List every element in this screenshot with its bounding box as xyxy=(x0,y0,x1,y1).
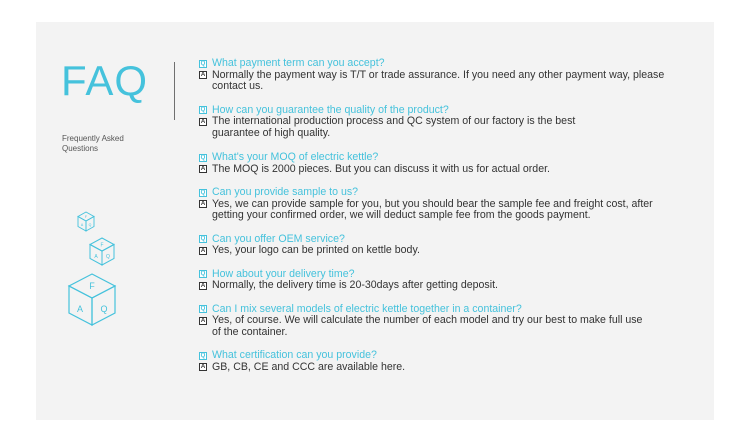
divider xyxy=(174,62,175,120)
faq-item xyxy=(199,58,699,93)
faq-item xyxy=(199,234,699,257)
page-subtitle: Frequently Asked Questions xyxy=(62,134,124,153)
faq-question: How about your delivery time? xyxy=(212,267,355,280)
question-icon: Q xyxy=(200,107,206,113)
question-icon: Q xyxy=(200,60,206,67)
faq-item xyxy=(199,187,699,222)
faq-question: What's your MOQ of electric kettle? xyxy=(212,151,379,163)
answer-icon: A xyxy=(200,247,206,254)
answer-icon: A xyxy=(200,166,206,172)
small-cube-letter-q: Q xyxy=(88,223,92,227)
answer-icon: A xyxy=(200,72,206,78)
faq-list xyxy=(199,58,699,373)
large-cube-letter-q: Q xyxy=(100,304,108,314)
medium-cube-icon xyxy=(88,237,116,267)
faq-question: What certification can you provide? xyxy=(212,349,377,361)
small-cube-letter-f: F xyxy=(84,215,88,219)
faq-question: Can I mix several models of electric kettle together in a container? xyxy=(212,302,522,315)
faq-answer: Yes, of course. We will calculate the number of each model and try our best to make full use of the container. xyxy=(212,314,643,338)
question-icon: Q xyxy=(200,352,206,359)
faq-item xyxy=(199,304,699,339)
faq-answer: The international production process and QC system of our factory is the best guarantee of high quality. xyxy=(212,115,576,139)
faq-answer: Yes, your logo can be printed on kettle body. xyxy=(212,244,420,256)
question-icon: Q xyxy=(200,189,206,196)
question-icon: Q xyxy=(200,306,206,312)
faq-answer: The MOQ is 2000 pieces. But you can discuss it with us for actual order. xyxy=(212,162,550,175)
faq-item xyxy=(199,269,699,292)
answer-icon: A xyxy=(200,282,206,289)
small-cube-icon xyxy=(76,211,96,233)
question-icon: Q xyxy=(200,236,206,242)
faq-item xyxy=(199,152,699,175)
faq-question: Can you offer OEM service? xyxy=(212,232,345,245)
answer-icon: A xyxy=(200,317,206,324)
large-cube-letter-f: F xyxy=(89,281,95,291)
medium-cube-letter-f: F xyxy=(100,242,104,249)
faq-item xyxy=(199,350,699,373)
faq-answer: Normally, the delivery time is 20-30days after getting deposit. xyxy=(212,279,498,291)
page-title: FAQ xyxy=(61,57,149,104)
faq-question: What payment term can you accept? xyxy=(212,57,385,69)
medium-cube-letter-q: Q xyxy=(106,254,110,260)
question-icon: Q xyxy=(200,271,206,277)
question-icon: Q xyxy=(200,154,206,161)
faq-question: How can you guarantee the quality of the product? xyxy=(212,103,449,116)
answer-icon: A xyxy=(200,118,206,125)
faq-answer: GB, CB, CE and CCC are available here. xyxy=(212,360,406,373)
answer-icon: A xyxy=(200,364,206,370)
small-cube-letter-a: A xyxy=(80,223,84,227)
faq-item xyxy=(199,105,699,140)
answer-icon: A xyxy=(200,201,206,207)
faq-answer: Normally the payment way is T/T or trade assurance. If you need any other payment way, please contact us. xyxy=(212,68,665,92)
large-cube-icon xyxy=(66,272,118,328)
large-cube-letter-a: A xyxy=(76,304,84,314)
medium-cube-letter-a: A xyxy=(94,254,98,260)
faq-question: Can you provide sample to us? xyxy=(212,186,359,198)
faq-answer: Yes, we can provide sample for you, but you should bear the sample fee and freight cost, after getting your confirmed order, we will deduct sample fee from the goods payment. xyxy=(212,197,653,221)
